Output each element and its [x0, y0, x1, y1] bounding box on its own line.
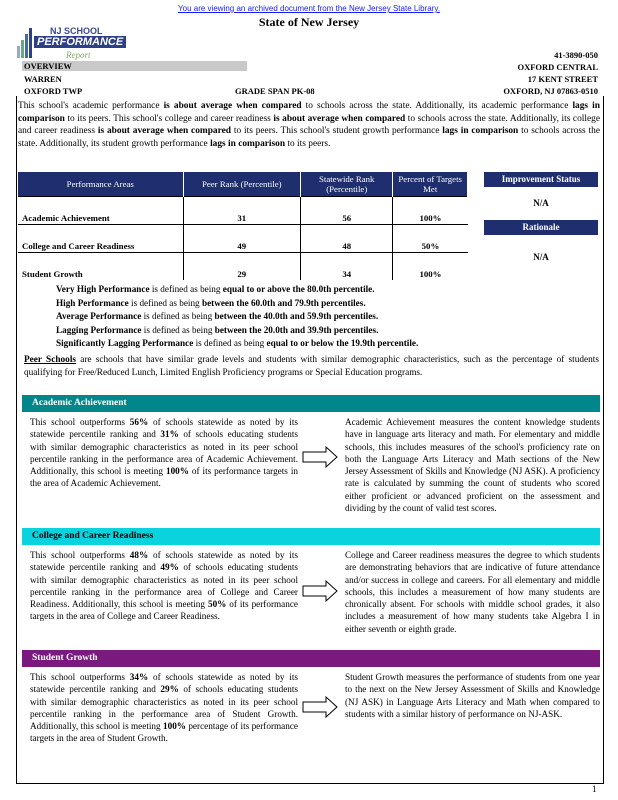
summary-text: This school outperforms	[30, 672, 130, 682]
definition-label: Significantly Lagging Performance	[56, 338, 194, 348]
summary-emphasis: is about average when compared	[273, 113, 406, 124]
definition-text: is defined as being	[149, 284, 223, 294]
summary-text: percentage of its performance targets in the area of Student Growth.	[30, 721, 298, 744]
summary-value: 56%	[129, 417, 149, 427]
student-growth-summary	[30, 671, 298, 745]
summary-emphasis: lags in comparison	[210, 138, 286, 149]
row-targets-met: 50%	[393, 225, 468, 253]
academic-achievement-description: Academic Achievement measures the content knowledge students have in language arts literacy and math. For elementary and middle schools, this includes measures of the school's proficiency rate on both the Language Arts Literacy and Math sections of the New Jersey Assessment of Skills and Knowledge (NJ ASK). A proficiency rate is calculated by summing the count of students who scored either proficient or advanced proficient on the assessment and dividing by the count of valid test scores.	[345, 417, 600, 514]
page-number: 1	[592, 784, 597, 794]
table-row	[18, 253, 468, 281]
section-header-academic-achievement: Academic Achievement	[22, 395, 600, 412]
school-street: 17 KENT STREET	[527, 74, 598, 84]
row-peer-rank: 49	[183, 225, 301, 253]
definition-text: is defined as being	[193, 338, 267, 348]
improvement-status-header: Improvement Status	[484, 172, 598, 187]
summary-value: 31%	[160, 429, 179, 440]
definition-range: between the 20.0th and 39.9th percentiles.	[214, 324, 379, 335]
logo-line3: Report	[66, 50, 91, 60]
summary-text: of schools statewide as noted by its statewide percentile ranking and	[30, 417, 298, 440]
row-area: Student Growth	[18, 253, 183, 281]
summary-value: 48%	[129, 550, 149, 560]
academic-achievement-summary	[30, 416, 298, 490]
student-growth-description: Student Growth measures the performance of students from one year to the next on the New Jersey Assessment of Skills and Knowledge (NJ ASK) in Language Arts Literacy and Math when compared to students with a similar history of performance on NJ-ASK.	[345, 672, 600, 719]
performance-definitions	[56, 283, 418, 351]
state-title: State of New Jersey	[258, 15, 360, 29]
summary-text: to its peers. This school's college and career readiness	[64, 113, 274, 124]
definition-label: High Performance	[56, 297, 129, 308]
summary-text: to schools across the state. Additionally, its student growth performance	[18, 126, 600, 149]
definition-item	[56, 324, 418, 338]
arrow-right-icon	[302, 446, 338, 468]
performance-table	[18, 172, 468, 280]
summary-text: This school's academic performance	[18, 101, 164, 111]
peer-schools-term: Peer Schools	[24, 355, 77, 365]
definition-item	[56, 337, 418, 351]
summary-text: to its peers. This school's student growth performance	[230, 126, 443, 136]
definition-text: is defined as being	[141, 324, 215, 335]
performance-summary	[18, 100, 600, 150]
summary-emphasis: lags in comparison	[18, 101, 600, 124]
definition-label: Lagging Performance	[56, 324, 142, 335]
improvement-status-value: N/A	[533, 198, 549, 208]
definition-range: equal to or below the 19.9th percentile.	[266, 338, 419, 348]
definition-range: equal to or above the 80.0th percentile.	[222, 284, 375, 294]
row-statewide-rank: 48	[301, 225, 393, 253]
summary-text: to schools across the state. Additionally, its academic performance	[301, 101, 573, 111]
bar-chart-logo-icon	[16, 28, 32, 58]
summary-emphasis: lags in comparison	[442, 126, 519, 136]
row-area: Academic Achievement	[18, 197, 183, 225]
district-name: OXFORD TWP	[24, 86, 83, 96]
col-header-targets: Percent of Targets Met	[393, 172, 468, 197]
summary-text: This school outperforms	[30, 417, 130, 427]
definition-item	[56, 310, 418, 324]
definition-label: Average Performance	[56, 311, 142, 321]
summary-text: of its performance targets in the area of Academic Achievement.	[30, 466, 298, 489]
summary-text: to schools across the state. Additionally, its college and career readiness	[18, 113, 601, 136]
summary-value: 34%	[129, 672, 149, 682]
summary-text: This school outperforms	[30, 550, 130, 560]
row-area: College and Career Readiness	[18, 225, 183, 253]
nj-school-performance-logo	[14, 26, 124, 62]
summary-text: of schools statewide as noted by its statewide percentile ranking and	[30, 550, 298, 573]
arrow-right-icon	[302, 696, 338, 718]
definition-range: between the 40.0th and 59.9th percentiles.	[214, 311, 379, 321]
table-row	[18, 197, 468, 225]
summary-value: 49%	[160, 562, 179, 573]
overview-bar: OVERVIEW	[22, 61, 247, 71]
definition-range: between the 60.0th and 79.9th percentiles.	[201, 297, 366, 308]
archive-notice-link[interactable]: You are viewing an archived document from the New Jersey State Library.	[178, 4, 440, 13]
col-header-area: Performance Areas	[18, 172, 183, 197]
school-code: 41-3890-050	[554, 50, 598, 60]
summary-value: 100%	[165, 466, 189, 477]
logo-line2: PERFORMANCE	[34, 36, 126, 48]
definition-item	[56, 283, 418, 297]
row-peer-rank: 31	[183, 197, 301, 225]
col-header-peer: Peer Rank (Percentile)	[183, 172, 301, 197]
definition-text: is defined as being	[128, 297, 202, 308]
peer-schools-text: are schools that have similar grade levels and students with similar demographic characteristics, such as the percentage of students qualifying for Free/Reduced Lunch, Limited English Proficiency programs or Special Education programs.	[24, 355, 599, 378]
summary-value: 29%	[160, 684, 179, 695]
summary-emphasis: is about average when compared	[163, 101, 302, 111]
summary-text: of schools educating students with similar demographic characteristics as noted in its peer school percentile ranking in the performance area of Student Growth. Additionally, this school is meeting	[30, 684, 298, 732]
summary-text: to its peers.	[285, 138, 331, 149]
summary-text: of schools educating students with similar demographic characteristics as noted in its peer school percentile ranking in the performance area of Academic Achievement. Additionally, this school is meeting	[30, 429, 298, 477]
rationale-header: Rationale	[484, 220, 598, 235]
summary-value: 50%	[207, 599, 227, 610]
summary-text: of schools educating students with similar demographic characteristics as noted in its peer school percentile ranking in the performance area of College and Career Readiness. Additionally, this school is meeting	[30, 562, 298, 610]
section-header-student-growth: Student Growth	[22, 650, 600, 667]
row-targets-met: 100%	[393, 253, 468, 281]
section-header-college-career-readiness: College and Career Readiness	[22, 528, 600, 545]
definition-item	[56, 297, 418, 311]
summary-value: 100%	[163, 721, 186, 732]
definition-label: Very High Performance	[56, 284, 150, 294]
school-name: OXFORD CENTRAL	[517, 62, 598, 72]
college-career-readiness-summary	[30, 549, 298, 623]
row-statewide-rank: 56	[301, 197, 393, 225]
grade-span: GRADE SPAN PK-08	[235, 86, 315, 96]
summary-text: of schools statewide as noted by its statewide percentile ranking and	[30, 672, 298, 695]
col-header-statewide: Statewide Rank (Percentile)	[301, 172, 393, 197]
peer-schools-note	[24, 354, 599, 379]
county-name: WARREN	[24, 74, 62, 84]
college-career-readiness-description: College and Career readiness measures the degree to which students are demonstrating behaviors that are indicative of future attendance and/or success in college and careers. For all elementary and middle schools, this includes a measurement of how many students are chronically absent. For schools with middle school grades, it also includes a measurement of how many students take Algebra I in either seventh or eighth grade.	[345, 550, 600, 634]
table-header-row	[18, 172, 468, 197]
table-row	[18, 225, 468, 253]
row-statewide-rank: 34	[301, 253, 393, 281]
definition-text: is defined as being	[141, 311, 215, 321]
rationale-value: N/A	[533, 252, 549, 262]
row-peer-rank: 29	[183, 253, 301, 281]
logo-line1: NJ SCHOOL	[50, 26, 103, 36]
summary-emphasis: is about average when compared	[97, 126, 231, 136]
school-city: OXFORD, NJ 07863-0510	[503, 86, 598, 96]
row-targets-met: 100%	[393, 197, 468, 225]
arrow-right-icon	[302, 580, 338, 602]
summary-text: of its performance targets in the area of College and Career Readiness.	[30, 599, 298, 622]
